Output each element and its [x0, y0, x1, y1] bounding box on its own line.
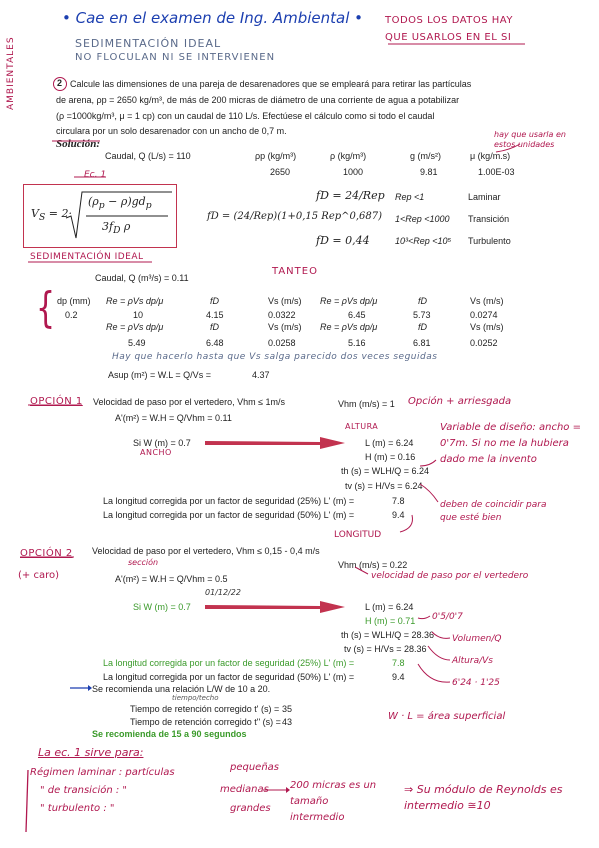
tanteo-label: TANTEO [272, 266, 318, 277]
opt2-t1: Tiempo de retención corregido t' (s) = [130, 704, 280, 714]
iter-h1-dp: dp (mm) [57, 296, 91, 306]
equation-label: Ec. 1 [84, 170, 107, 180]
arrow-option-2 [205, 601, 345, 613]
page-title: • Cae en el examen de Ing. Ambiental • [62, 9, 364, 27]
opt1-safety-50-val: 9.4 [392, 510, 405, 520]
footer-r2-a: " de transición : " [40, 785, 128, 796]
footer-r3-a: " turbulento : " [40, 803, 115, 814]
opt2-wl-note: W · L = área superficial [388, 711, 506, 722]
opt2-result-th: th (s) = WLH/Q = 28.36 [341, 630, 435, 640]
opt1-design-note: Variable de diseño: ancho = 0'7m. Si no me la hubiera dado me la invento [440, 422, 581, 465]
iter-r2-re: 5.49 [128, 338, 146, 348]
opt2-vhm: Vhm (m/s) = 0.22 [338, 560, 408, 570]
iter-h2-vs2: Vs (m/s) [470, 322, 504, 332]
opt2-t2: Tiempo de retención corregido t'' (s) = [130, 717, 281, 727]
footer-mid: 200 micras es un tamaño intermedio [290, 780, 377, 823]
regime-laminar-cond: Rep <1 [395, 192, 425, 202]
opt1-safety-25: La longitud corregida por un factor de seguridad (25%) L' (m) = [103, 496, 355, 506]
opt2-safety-50: La longitud corregida por un factor de seguridad (50%) L' (m) = [103, 672, 355, 682]
opt2-seccion: sección [128, 558, 159, 567]
equation-caption: SEDIMENTACIÓN IDEAL [30, 252, 144, 262]
iter-h1-re: Re = ρVs dp/μ [106, 296, 164, 306]
opt1-area-line: A'(m²) = W.H = Q/Vhm = 0.11 [115, 413, 232, 423]
opt2-result-tv: tv (s) = H/Vs = 28.36 [344, 644, 427, 654]
data-header-g: g (m/s²) [410, 151, 441, 161]
opt2-velocity-line: Velocidad de paso por el vertedero, Vhm ≤ 0,15 - 0,4 m/s [92, 546, 320, 556]
iter-r1-re: 10 [133, 310, 144, 320]
data-value-rho-p: 2650 [270, 167, 291, 177]
iter-r1-vs: 0.0322 [268, 310, 296, 320]
data-value-g: 9.81 [420, 167, 438, 177]
data-header-mu: μ (kg/m.s) [470, 151, 511, 161]
iter-h2-vs: Vs (m/s) [268, 322, 302, 332]
opt1-w-line: Si W (m) = 0.7 [133, 438, 191, 448]
regime-transicion-name: Transición [468, 214, 510, 224]
asup-line: Asup (m²) = W.L = Q/Vs = [108, 370, 211, 380]
iter-r1-fd: 4.15 [206, 310, 224, 320]
opt1-altura: ALTURA [345, 422, 379, 431]
opt2-w-line: Si W (m) = 0.7 [133, 602, 191, 612]
regime-turbulento-cond: 10³<Rep <10⁵ [395, 236, 452, 246]
opt2-ratio-line: Se recomienda una relación L/W de 10 a 20. [92, 684, 271, 694]
footer-line-1: La ec. 1 sirve para: [38, 746, 144, 759]
iter-r1-re2: 6.45 [348, 310, 366, 320]
iter-r2-fd: 6.48 [206, 338, 224, 348]
margin-label: AMBIENTALES [6, 36, 16, 110]
regime-laminar-formula: fD = 24/Rep [316, 189, 385, 202]
iter-r1-fd2: 5.73 [413, 310, 431, 320]
footer-right: ⇒ Su módulo de Reynolds es intermedio ≅10 [404, 783, 563, 812]
opt2-note-2: Volumen/Q [452, 634, 502, 644]
option-1-label: OPCIÓN 1 [30, 396, 83, 407]
iter-h2-fd: fD [210, 322, 219, 332]
opt2-note-3: Altura/Vs [452, 656, 493, 666]
opt1-safety-25-val: 7.8 [392, 496, 405, 506]
iter-r1-dp: 0.2 [65, 310, 78, 320]
problem-line-4: circulara por un solo desarenador con un ancho de 0,7 m. [56, 126, 287, 136]
opt1-vhm-note: Opción + arriesgada [408, 396, 512, 407]
opt2-vhm-note: velocidad de paso por el vertedero [371, 571, 529, 581]
iter-h2-re: Re = ρVs dp/μ [106, 322, 164, 332]
bracket: { [36, 284, 56, 333]
regime-transicion-cond: 1<Rep <1000 [395, 214, 450, 224]
opt1-ancho: ANCHO [140, 448, 172, 457]
opt1-velocity-line: Velocidad de paso por el vertedero, Vhm ≤ 1m/s [93, 397, 286, 407]
opt1-result-l: L (m) = 6.24 [365, 438, 414, 448]
data-header-caudal: Caudal, Q (L/s) = 110 [105, 151, 191, 161]
opt2-t2-val: 43 [282, 717, 293, 727]
opt1-coincide-note: deben de coincidir para que esté bien [440, 500, 547, 523]
regime-turbulento-name: Turbulento [468, 236, 511, 246]
opt1-result-tv: tv (s) = H/Vs = 6.24 [345, 481, 423, 491]
iter-r1-vs2: 0.0274 [470, 310, 498, 320]
opt2-date: 01/12/22 [205, 588, 241, 597]
subtitle-sedimentacion: SEDIMENTACIÓN IDEAL [75, 37, 222, 50]
vs-equation: $V_S = 2\cdot$ [31, 207, 72, 224]
opt1-vhm: Vhm (m/s) = 1 [338, 399, 395, 409]
asup-value: 4.37 [252, 370, 270, 380]
subtitle-no-floculan: NO FLOCULAN NI SE INTERVIENEN [75, 52, 276, 63]
problem-line-3: (ρ =1000kg/m³, μ = 1 cp) con un caudal de 110 L/s. Efectúese el cálculo como si todo el caudal [56, 111, 435, 121]
opt2-tiempo-note: tiempo/techo [172, 694, 219, 702]
arrow-option-1 [205, 437, 345, 449]
data-value-mu: 1.00E-03 [478, 167, 515, 177]
regime-turbulento-formula: fD = 0,44 [316, 234, 370, 247]
problem-line-2: de arena, ρp = 2650 kg/m³, de más de 200 micras de diámetro de una corriente de agua a potabilizar [56, 95, 460, 105]
footer-r1-b: pequeñas [230, 762, 280, 773]
data-header-rho-p: ρp (kg/m³) [255, 151, 297, 161]
opt2-result-l: L (m) = 6.24 [365, 602, 414, 612]
footer-r1-a: Régimen laminar : partículas [30, 767, 175, 778]
solution-label: Solución: [56, 138, 101, 150]
iter-r2-re2: 5.16 [348, 338, 366, 348]
opt2-area-line: A'(m²) = W.H = Q/Vhm = 0.5 [115, 574, 228, 584]
option-2-label: OPCIÓN 2 [20, 548, 73, 559]
opt1-longitud: LONGITUD [334, 530, 382, 540]
problem-line-1: Calcule las dimensiones de una pareja de desarenadores que se empleará para retirar las partículas [70, 79, 472, 89]
regime-laminar-name: Laminar [468, 192, 501, 202]
footer-r2-b: medianas [220, 784, 269, 795]
opt2-result-h: H (m) = 0.71 [365, 616, 416, 626]
caudal-m3s: Caudal, Q (m³/s) = 0.11 [95, 273, 189, 283]
iter-h1-fd2: fD [418, 296, 427, 306]
opt2-safety-25: La longitud corregida por un factor de seguridad (25%) L' (m) = [103, 658, 355, 668]
iter-h2-fd2: fD [418, 322, 427, 332]
footer-r3-b: grandes [230, 803, 271, 814]
opt2-note-4: 6'24 · 1'25 [452, 678, 500, 688]
iteration-note: Hay que hacerlo hasta que Vs salga parecido dos veces seguidas [112, 352, 438, 362]
data-value-rho: 1000 [343, 167, 364, 177]
vs-numerator: $(\rho_p - \rho)gd_p$ [88, 195, 152, 212]
iter-h2-re2: Re = ρVs dp/μ [320, 322, 378, 332]
iter-h1-re2: Re = ρVs dp/μ [320, 296, 378, 306]
units-note: hay que usarla en estos unidades [494, 130, 566, 149]
iter-r2-fd2: 6.81 [413, 338, 431, 348]
regime-transicion-formula: fD = (24/Rep)(1+0,15 Rep^0,687) [207, 211, 383, 222]
iter-r2-vs2: 0.0252 [470, 338, 498, 348]
data-header-rho: ρ (kg/m³) [330, 151, 367, 161]
opt2-recommendation: Se recomienda de 15 a 90 segundos [92, 729, 247, 739]
opt1-result-th: th (s) = WLH/Q = 6.24 [341, 466, 430, 476]
iter-h1-vs: Vs (m/s) [268, 296, 302, 306]
iter-r2-vs: 0.0258 [268, 338, 296, 348]
opt1-result-h: H (m) = 0.16 [365, 452, 416, 462]
opt2-safety-50-val: 9.4 [392, 672, 405, 682]
header-note-right: TODOS LOS DATOS HAY QUE USARLOS EN EL SI [385, 15, 513, 43]
vs-denominator: $3f_D$ ρ [102, 220, 131, 237]
opt2-note-1: 0'5/0'7 [432, 612, 463, 622]
opt2-safety-25-val: 7.8 [392, 658, 405, 668]
option-2-sub: (+ caro) [18, 570, 59, 581]
problem-number: 2 [57, 78, 63, 88]
opt1-safety-50: La longitud corregida por un factor de seguridad (50%) L' (m) = [103, 510, 355, 520]
iter-h1-fd: fD [210, 296, 219, 306]
iter-h1-vs2: Vs (m/s) [470, 296, 504, 306]
opt2-t1-val: 35 [282, 704, 293, 714]
